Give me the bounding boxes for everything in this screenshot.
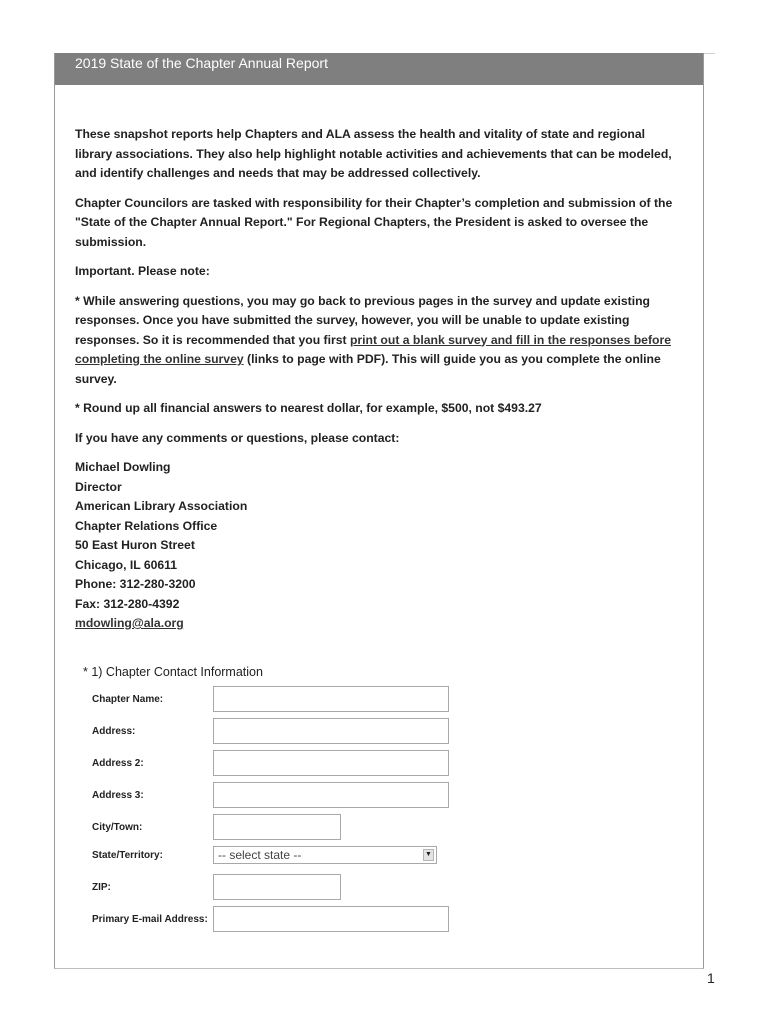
address-2-input[interactable] [213,750,449,776]
contact-street: 50 East Huron Street [75,538,195,552]
intro-paragraph-2: Chapter Councilors are tasked with responsibility for their Chapter’s completion and submission of the "State of the Chapter Annual Report." For Regional Chapters, the President is asked to oversee the submission. [75,195,673,249]
intro-paragraph-1: These snapshot reports help Chapters and ALA assess the health and vitality of state and regional library associations. They also help highlight notable activities and achievements that can be modeled, and identify challenges and needs that may be addressed collectively. [75,127,672,180]
zip-input[interactable] [213,874,341,900]
contact-name: Michael Dowling [75,460,171,474]
p4-text-before: * While answering questions, you may go back to previous pages in the survey and update existing responses. Once you have submitted the survey, however, you will be unable to update existing responses. So it is recommended that you first [75,293,650,347]
question-1-title: * 1) Chapter Contact Information [83,665,263,679]
contact-fax: Fax: 312-280-4392 [75,596,180,611]
state-select[interactable] [213,846,437,864]
city-label: City/Town: [92,822,143,833]
page-title: 2019 State of the Chapter Annual Report [75,55,328,71]
important-note: Important. Please note: [75,264,210,278]
address-input[interactable] [213,718,449,744]
round-up-note: * Round up all financial answers to nearest dollar, for example, $500, not $493.27 [75,401,542,415]
dropdown-arrow-icon[interactable]: ▼ [423,849,434,861]
chapter-name-label: Chapter Name: [92,694,164,705]
address-2-label: Address 2: [92,758,144,769]
address-3-input[interactable] [213,782,449,808]
contact-title: Director [75,479,122,494]
intro-paragraph-4 [75,292,683,390]
intro-section [75,125,683,644]
p4-text-after: (links to page with PDF). This will guide you as you complete the online survey. [75,352,661,386]
city-input[interactable] [213,814,341,840]
header-bar [55,53,703,85]
contact-organization: American Library Association [75,499,248,513]
contact-block [75,458,683,634]
state-select-value: -- select state -- [218,848,302,862]
email-input[interactable] [213,906,449,932]
page-number: 1 [707,970,715,986]
contact-city: Chicago, IL 60611 [75,557,178,572]
blank-survey-link[interactable]: print out a blank survey and fill in the responses before completing the online survey [75,332,671,366]
chapter-name-input[interactable] [213,686,449,712]
address-3-label: Address 3: [92,790,144,801]
address-label: Address: [92,726,136,737]
email-label: Primary E-mail Address: [92,914,208,925]
state-label: State/Territory: [92,850,163,861]
contact-prompt: If you have any comments or questions, please contact: [75,430,400,445]
contact-office: Chapter Relations Office [75,518,218,533]
contact-email-link[interactable]: mdowling@ala.org [75,616,184,630]
contact-phone: Phone: 312-280-3200 [75,577,196,591]
zip-label: ZIP: [92,882,111,893]
